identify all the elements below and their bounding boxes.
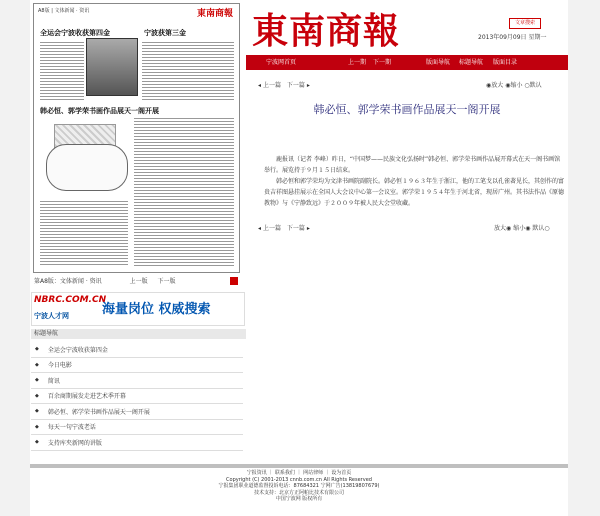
radio-checked-icon[interactable]: ◉ (506, 225, 512, 232)
paper-photo (86, 38, 138, 96)
bullet-icon: ◆ (35, 439, 39, 446)
list-item[interactable]: ◆ 百余商期展发走进艺术季开幕 (31, 389, 243, 405)
font-size-controls (486, 80, 542, 89)
prev-article-link[interactable]: 上一篇 (262, 225, 281, 232)
footer-line: 技术支持：北京方正阿帕比技术有限公司 (253, 489, 344, 496)
radio-checked-icon[interactable]: ◉ (486, 82, 492, 89)
paper-headline-right: 宁波获第三金 (144, 29, 186, 37)
article-toolbar-top (258, 80, 568, 89)
title-nav-header: 标题导航 (31, 329, 246, 339)
right-arrow-icon: ▸ (306, 225, 310, 232)
pdf-icon[interactable] (230, 277, 238, 285)
top-nav-bar (246, 55, 568, 70)
radio-icon[interactable]: ◉ (525, 225, 531, 232)
home-link[interactable]: 宁波网首页 (266, 59, 297, 66)
paper-header: A8版 | 文体新闻 · 资讯 (38, 8, 90, 14)
radio-icon[interactable]: ◉ (505, 82, 511, 89)
page-index-link[interactable]: 版面目录 (493, 59, 518, 66)
article-body (264, 154, 564, 209)
paper-text-block (142, 40, 234, 100)
list-item[interactable]: ◆ 韩必恒、郭学荣书画作品展天一阁开展 (31, 404, 243, 420)
paper-text-block (134, 116, 234, 266)
list-item[interactable]: ◆ 每天一句宁波老话 (31, 420, 243, 436)
next-article-link[interactable]: 下一篇 (286, 82, 305, 89)
masthead-logo: 東南商報 (252, 10, 401, 52)
article-paragraph: 鹿报讯（记者 李峰）昨日，“中国梦——民族文化弘扬时”韩必恒、郭学荣书画作品展开幕式在天一阁书画馆举行。展览持于９月１５日结束。 (264, 156, 561, 174)
banner-site: NBRC.COM.CN (34, 295, 107, 305)
bullet-icon: ◆ (35, 423, 39, 430)
article-title: 韩必恒、郭学荣书画作品展天一阁开展 (313, 103, 501, 116)
footer-line: 中国宁波网 版权所有 (275, 496, 323, 502)
font-small-label: 缩小 (510, 82, 523, 89)
font-big-label: 放大 (491, 82, 504, 89)
page-nav (34, 276, 176, 285)
bullet-icon: ◆ (35, 346, 39, 353)
footer-copyright: Copyright (C) 2001-2013 cnnb.com.cn All Rights Reserved (226, 476, 372, 483)
footer (30, 464, 568, 516)
font-default-label: 默认 (529, 82, 542, 89)
next-article-link[interactable]: 下一篇 (286, 225, 305, 232)
font-small-label: 缩小 (513, 225, 526, 232)
paper-cartoon (46, 144, 128, 191)
prev-article-link[interactable]: 上一篇 (262, 82, 281, 89)
radio-icon[interactable]: ○ (544, 225, 550, 232)
paper-headline-left: 全运会宁波收获第四金 (40, 29, 110, 37)
paper-headline-mid: 韩必恒、郭学荣书画作品展天一阁开展 (40, 107, 159, 115)
list-item[interactable]: ◆ 简讯 (31, 373, 243, 389)
prev-page-link[interactable]: 上一版 (129, 278, 148, 285)
bullet-icon: ◆ (35, 361, 39, 368)
font-big-label: 放大 (494, 225, 507, 232)
radio-icon[interactable]: ○ (524, 82, 530, 89)
ad-banner[interactable] (31, 292, 245, 326)
page-nav-link[interactable]: 版面导航 (426, 59, 451, 66)
banner-name: 宁波人才网 (34, 312, 69, 320)
title-nav-list (31, 342, 243, 451)
font-size-controls (494, 223, 550, 232)
date-label: 2013年09月09日 星期一 (478, 34, 547, 41)
bullet-icon: ◆ (35, 408, 39, 415)
page-label: 第A8版：文体新闻 · 资讯 (34, 278, 102, 285)
footer-divider (30, 464, 568, 468)
prev-issue-link[interactable]: 上一期 (348, 59, 367, 66)
right-arrow-icon: ▸ (306, 82, 310, 89)
article-toolbar-bottom (258, 223, 568, 232)
bullet-icon: ◆ (35, 377, 39, 384)
list-item[interactable]: ◆ 今日电影 (31, 358, 243, 374)
paper-text-block (40, 40, 84, 100)
paper-logo: 東南商報 (196, 9, 233, 19)
font-default-label: 默认 (532, 225, 545, 232)
left-column (30, 0, 244, 470)
footer-links[interactable]: 宁报资讯 ｜ 联系我们 ｜ 网站律师 ｜ 设为首页 (246, 470, 352, 476)
title-nav-link[interactable]: 标题导航 (459, 59, 484, 66)
search-button[interactable]: 文章搜索 (509, 18, 541, 29)
list-item[interactable]: ◆ 支持库夹新网的讲版 (31, 435, 243, 451)
next-issue-link[interactable]: 下一期 (373, 59, 392, 66)
list-item[interactable]: ◆ 全运会宁波收获第四金 (31, 342, 243, 358)
next-page-link[interactable]: 下一版 (157, 278, 176, 285)
bullet-icon: ◆ (35, 392, 39, 399)
banner-slogan: 海量岗位 权威搜索 (102, 302, 211, 317)
left-arrow-icon: ◂ (258, 82, 262, 89)
newspaper-page-thumbnail[interactable] (33, 3, 240, 273)
left-arrow-icon: ◂ (258, 225, 262, 232)
footer-line: 宁报集团职业道德监督投诉电话：87684321 宁网广告(13819807679) (218, 483, 380, 489)
article-paragraph: 韩必恒和郭学荣均为文津书画院副院长。韩必恒１９６３年生于浙江，他的工笔戈以孔雀著见长，其创作的富贵吉祥图悬挂展示在全国人大会议中心第一会议室。郭学荣１９５４年生于河北省，现居广州。其书法作品《原德教物》与《宁静致远》于２００９年被人民大会堂收藏。 (264, 178, 565, 207)
paper-text-block (40, 199, 128, 266)
